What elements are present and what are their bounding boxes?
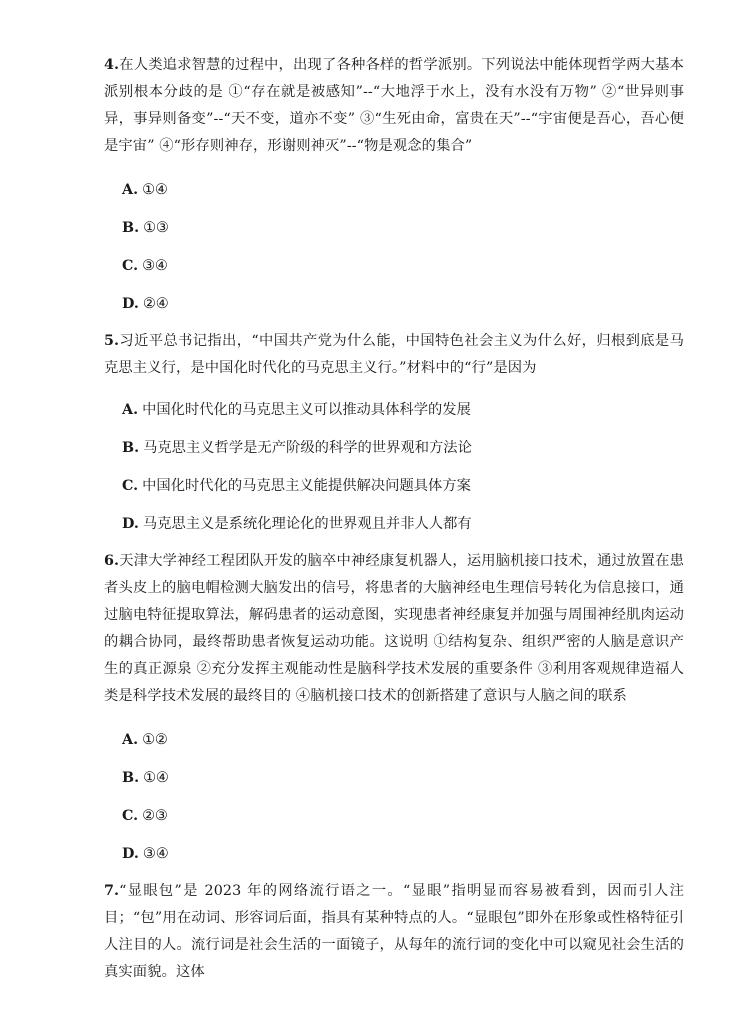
option-letter: A.: [122, 402, 139, 418]
option-letter: B.: [122, 440, 140, 456]
option-b[interactable]: [104, 768, 684, 788]
question-stem: [104, 328, 684, 382]
option-letter: A.: [122, 732, 139, 748]
question-4: [104, 52, 684, 314]
option-text: 马克思主义哲学是无产阶级的科学的世界观和方法论: [143, 440, 472, 456]
option-text: 马克思主义是系统化理论化的世界观且并非人人都有: [142, 516, 472, 532]
option-letter: B.: [122, 220, 140, 236]
option-list: [104, 400, 684, 534]
option-letter: C.: [122, 808, 139, 824]
question-number: 7.: [104, 883, 120, 899]
option-c[interactable]: [104, 806, 684, 826]
question-stem: [104, 52, 684, 160]
option-letter: D.: [122, 516, 139, 532]
option-text: ③④: [142, 846, 169, 862]
question-number: 4.: [104, 57, 120, 73]
question-5: [104, 328, 684, 534]
question-7: [104, 878, 684, 986]
option-list: [104, 180, 684, 314]
question-text: 习近平总书记指出，“中国共产党为什么能，中国特色社会主义为什么好，归根到底是马克思主义行，是中国化时代化的马克思主义行。”材料中的“行”是因为: [104, 333, 684, 376]
option-text: ①③: [143, 220, 169, 236]
option-letter: A.: [122, 182, 139, 198]
option-text: ②③: [142, 808, 168, 824]
option-d[interactable]: [104, 844, 684, 864]
option-text: ①④: [143, 770, 169, 786]
question-stem: [104, 878, 684, 986]
option-text: 中国化时代化的马克思主义可以推动具体科学的发展: [142, 402, 471, 418]
option-text: ①④: [142, 182, 168, 198]
question-number: 5.: [104, 333, 120, 349]
option-d[interactable]: [104, 514, 684, 534]
option-c[interactable]: [104, 256, 684, 276]
question-number: 6.: [104, 553, 120, 569]
option-b[interactable]: [104, 438, 684, 458]
question-6: [104, 548, 684, 864]
option-a[interactable]: [104, 400, 684, 420]
option-b[interactable]: [104, 218, 684, 238]
option-c[interactable]: [104, 476, 684, 496]
option-letter: D.: [122, 296, 139, 312]
option-a[interactable]: [104, 180, 684, 200]
question-text: 在人类追求智慧的过程中，出现了各种各样的哲学派别。下列说法中能体现哲学两大基本派别根本分歧的是 ①“存在就是被感知”--“大地浮于水上，没有水没有万物” ②“世异则事异，事异则备变”--“天不变，道亦不变” ③“生死由命，富贵在天”--“宇宙便是吾心，吾心便是宇宙” ④“形存则神存，形谢则神灭”--“物是观念的集合”: [104, 57, 684, 154]
option-text: ①②: [142, 732, 168, 748]
option-text: 中国化时代化的马克思主义能提供解决问题具体方案: [142, 478, 471, 494]
question-text: “显眼包”是 2023 年的网络流行语之一。“显眼”指明显而容易被看到，因而引人注目；“包”用在动词、形容词后面，指具有某种特点的人。“显眼包”即外在形象或性格特征引人注目的人。流行词是社会生活的一面镜子，从每年的流行词的变化中可以窥见社会生活的真实面貌。这体: [104, 883, 684, 980]
option-letter: C.: [122, 258, 139, 274]
option-a[interactable]: [104, 730, 684, 750]
option-letter: D.: [122, 846, 139, 862]
question-stem: [104, 548, 684, 710]
option-text: ③④: [142, 258, 168, 274]
option-text: ②④: [142, 296, 169, 312]
option-list: [104, 730, 684, 864]
question-text: 天津大学神经工程团队开发的脑卒中神经康复机器人，运用脑机接口技术，通过放置在患者头皮上的脑电帽检测大脑发出的信号，将患者的大脑神经电生理信号转化为信息接口，通过脑电特征提取算法，解码患者的运动意图，实现患者神经康复并加强与周围神经肌肉运动的耦合协同，最终帮助患者恢复运动功能。这说明 ①结构复杂、组织严密的人脑是意识产生的真正源泉 ②充分发挥主观能动性是脑科学技术发展的重要条件 ③利用客观规律造福人类是科学技术发展的最终目的 ④脑机接口技术的创新搭建了意识与人脑之间的联系: [104, 553, 684, 704]
option-letter: B.: [122, 770, 140, 786]
option-letter: C.: [122, 478, 139, 494]
option-d[interactable]: [104, 294, 684, 314]
exam-page: [104, 52, 684, 986]
